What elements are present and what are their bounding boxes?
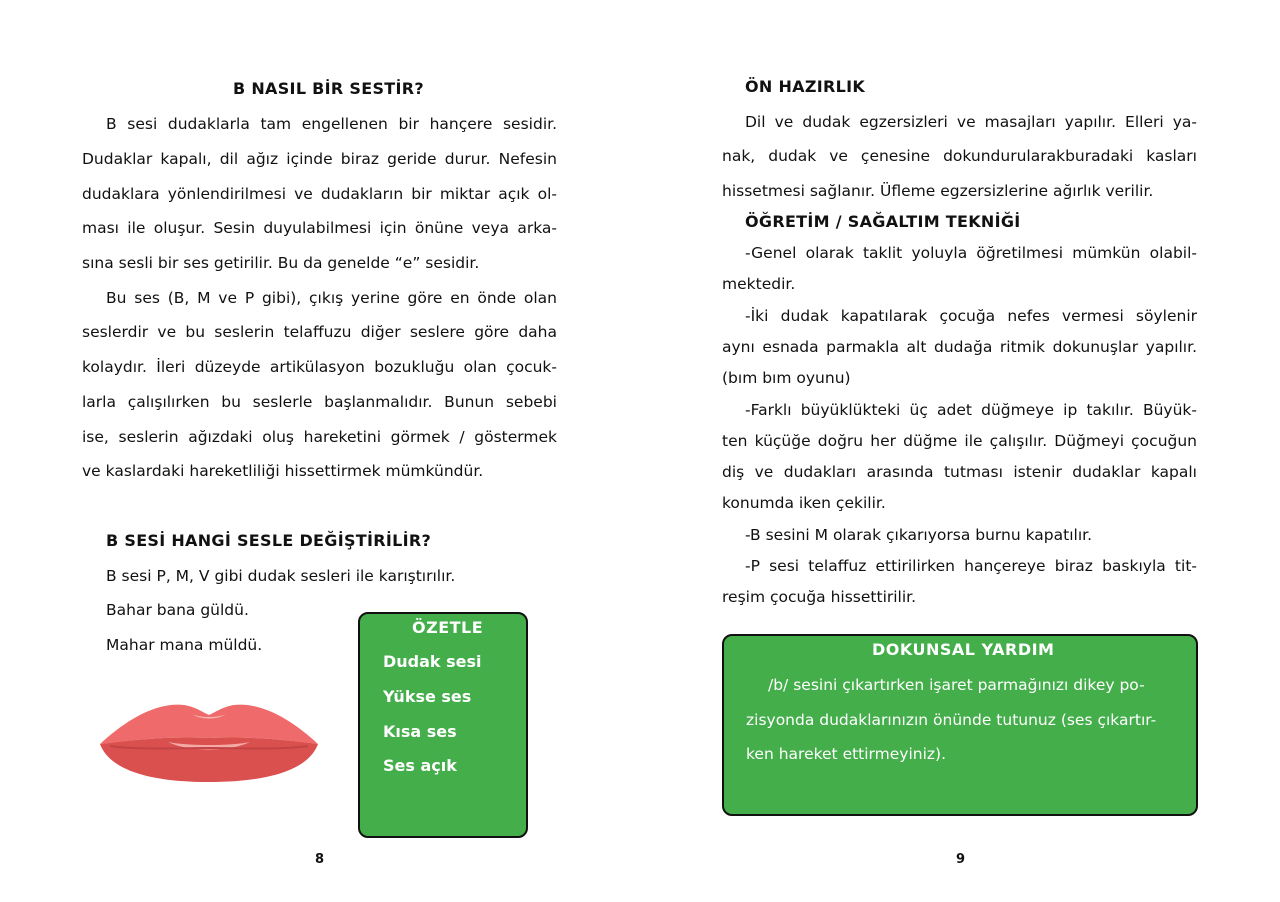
- summary-item: Ses açık: [383, 756, 457, 775]
- step-line: -İki dudak kapatılarak çocuğa nefes vermesi söylenir: [745, 307, 1197, 325]
- paragraph-line: sına sesli bir ses getirilir. Bu da genelde “e” sesidir.: [82, 254, 480, 272]
- tactile-help-line: ken hareket ettirmeyiniz).: [746, 745, 947, 763]
- step-line: ten küçüğe doğru her düğme ile çalışılır. Düğmeyi çocuğun: [722, 432, 1197, 450]
- step-line: -Farklı büyüklükteki üç adet düğmeye ip takılır. Büyük-: [745, 401, 1197, 419]
- paragraph-line: Bu ses (B, M ve P gibi), çıkış yerine göre en önde olan: [106, 289, 557, 307]
- step-line: -B sesini M olarak çıkarıyorsa burnu kapatılır.: [745, 526, 1093, 544]
- summary-item: Kısa ses: [383, 722, 457, 741]
- heading-preparation: ÖN HAZIRLIK: [745, 77, 866, 96]
- text-line: B sesi P, M, V gibi dudak sesleri ile karıştırılır.: [106, 567, 456, 585]
- step-line: konumda iken çekilir.: [722, 494, 886, 512]
- step-line: mektedir.: [722, 275, 796, 293]
- step-line: -P sesi telaffuz ettirilirken hançereye biraz baskıyla tit-: [745, 557, 1197, 575]
- paragraph-line: dudaklara yönlendirilmesi ve dudakların bir miktar açık ol-: [82, 185, 557, 203]
- paragraph-line: B sesi dudaklarla tam engellenen bir hançere sesidir.: [106, 115, 557, 133]
- step-line: (bım bım oyunu): [722, 369, 851, 387]
- paragraph-line: hissetmesi sağlanır. Üfleme egzersizlerine ağırlık verilir.: [722, 182, 1154, 200]
- step-line: reşim çocuğa hissettirilir.: [722, 588, 917, 606]
- heading-b-substitution: B SESİ HANGİ SESLE DEĞİŞTİRİLİR?: [106, 531, 432, 550]
- tactile-help-line: /b/ sesini çıkartırken işaret parmağınızı dikey po-: [768, 676, 1145, 694]
- summary-item: Dudak sesi: [383, 652, 482, 671]
- page-number: 8: [315, 852, 325, 867]
- summary-box: [358, 612, 528, 838]
- paragraph-line: ve kaslardaki hareketliliği hissettirmek mümkündür.: [82, 462, 484, 480]
- text-line: Bahar bana güldü.: [106, 601, 249, 619]
- summary-box-title: ÖZETLE: [412, 618, 484, 637]
- paragraph-line: Dil ve dudak egzersizleri ve masajları yapılır. Elleri ya-: [745, 113, 1197, 131]
- heading-teaching-technique: ÖĞRETİM / SAĞALTIM TEKNİĞİ: [745, 212, 1021, 231]
- step-line: -Genel olarak taklit yoluyla öğretilmesi mümkün olabil-: [745, 244, 1197, 262]
- paragraph-line: nak, dudak ve çenesine dokundurularakburadaki kasları: [722, 147, 1197, 165]
- paragraph-line: kolaydır. İleri düzeyde artikülasyon bozukluğu olan çocuk-: [82, 358, 557, 376]
- heading-how-b-sound: B NASIL BİR SESTİR?: [233, 79, 424, 98]
- page-number: 9: [956, 852, 966, 867]
- step-line: diş ve dudakları arasında tutması istenir dudaklar kapalı: [722, 463, 1197, 481]
- paragraph-line: seslerdir ve bu seslerin telaffuzu diğer seslere göre daha: [82, 323, 557, 341]
- tactile-help-line: zisyonda dudaklarınızın önünde tutunuz (ses çıkartır-: [746, 711, 1157, 729]
- paragraph-line: Dudaklar kapalı, dil ağız içinde biraz geride durur. Nefesin: [82, 150, 557, 168]
- paragraph-line: ise, seslerin ağızdaki oluş hareketini görmek / göstermek: [82, 428, 557, 446]
- paragraph-line: larla çalışılırken bu seslerle başlanmalıdır. Bunun sebebi: [82, 393, 557, 411]
- tactile-help-title: DOKUNSAL YARDIM: [872, 640, 1055, 659]
- text-line: Mahar mana müldü.: [106, 636, 263, 654]
- summary-item: Yükse ses: [383, 687, 472, 706]
- lips-illustration: [98, 696, 320, 786]
- tactile-help-box: [722, 634, 1198, 816]
- paragraph-line: ması ile oluşur. Sesin duyulabilmesi için önüne veya arka-: [82, 219, 557, 237]
- right-page: [640, 0, 1280, 902]
- step-line: aynı esnada parmakla alt dudağa ritmik dokunuşlar yapılır.: [722, 338, 1197, 356]
